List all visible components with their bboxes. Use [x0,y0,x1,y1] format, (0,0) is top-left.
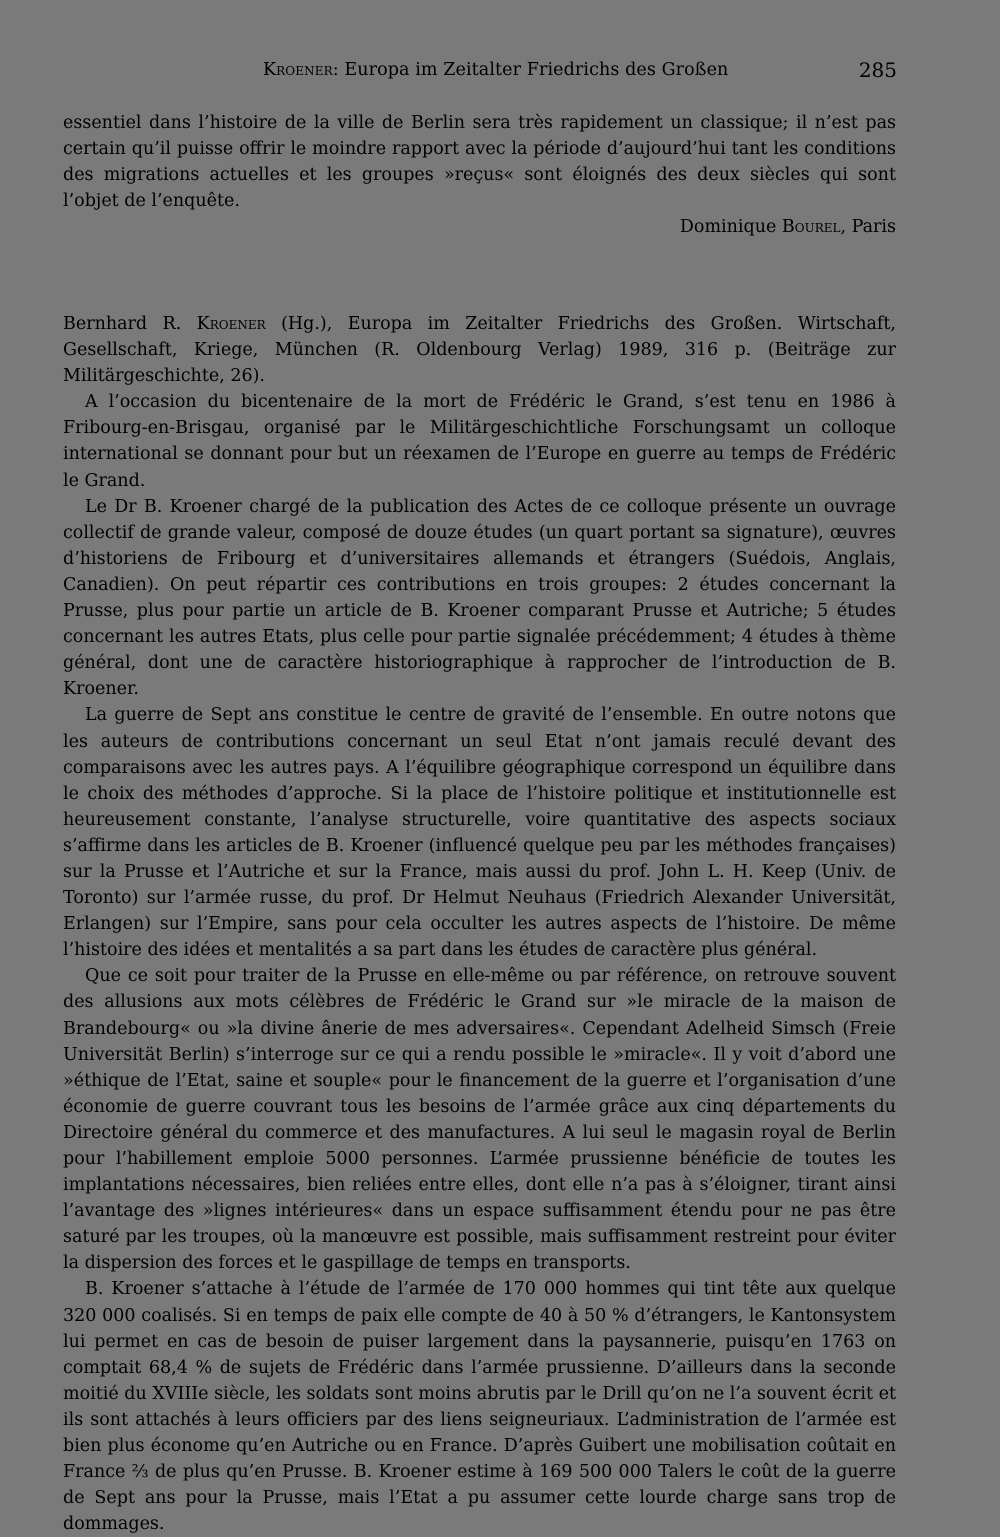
previous-review-paragraph: essentiel dans l’histoire de la ville de Berlin sera très rapidement un classique; il n’est pas certain qu’il puisse offrir le moindre rapport avec la période d’aujourd’hui tant les conditions des migrations actuelles et les groupes »reçus« sont éloignés des deux siècles qui sont l’objet de l’enquête. [63,113,896,212]
book-citation [63,311,896,389]
running-head-title: : Europa im Zeitalter Friedrichs des Großen [332,60,729,80]
reviewer-first-name: Dominique [679,217,782,238]
reviewer-signature [63,214,896,240]
review-paragraph-4: Que ce soit pour traiter de la Prusse en elle-même ou par référence, on retrouve souvent des allusions aux mots célèbres de Frédéric le Grand sur »le miracle de la maison de Brandebourg« ou »la divine ânerie de mes adversaires«. Cependant Adelheid Simsch (Freie Universität Berlin) s’interroge sur ce qui a rendu possible le »miracle«. Il y voit d’abord une »éthique de l’Etat, saine et souple« pour le financement de la guerre et l’organisation d’une économie de guerre couvrant tous les besoins de l’armée grâce aux cinq départements du Directoire général du commerce et des manufactures. A lui seul le magasin royal de Berlin pour l’habillement emploie 5000 personnes. L’armée prussienne bénéficie de toutes les implantations nécessaires, bien reliées entre elles, dont elle n’a pas à s’éloigner, tirant ainsi l’avantage des »lignes intérieures« dans un espace suffisamment étendu pour ne pas être saturé par les troupes, où la manœuvre est possible, mais suffisamment restreint pour éviter la dispersion des forces et le gaspillage de temps en transports. [63,966,896,1274]
reviewer-city: , Paris [840,217,896,238]
citation-prefix: Bernhard R. [63,314,197,334]
citation-author: Kroener [196,314,266,334]
review-paragraph-2: Le Dr B. Kroener chargé de la publication des Actes de ce colloque présente un ouvrage collectif de grande valeur, composé de douze études (un quart portant sa signature), œuvres d’historiens de Fribourg et d’universitaires allemands et étrangers (Suédois, Anglais, Canadien). On peut répartir ces contributions en trois groupes: 2 études concernant la Prusse, plus pour partie un article de B. Kroener comparant Prusse et Autriche; 5 études concernant les autres Etats, plus celle pour partie signalée précédemment; 4 études à thème général, dont une de caractère historiographique à rapprocher de l’introduction de B. Kroener. [63,496,896,700]
previous-review-end [63,110,896,240]
review-paragraph-5: B. Kroener s’attache à l’étude de l’armée de 170 000 hommes qui tint tête aux quelque 320 000 coalisés. Si en temps de paix elle compte de 40 à 50 % d’étrangers, le Kantonsystem lui permet en cas de besoin de puiser largement dans la paysannerie, puisqu’en 1763 on comptait 68,4 % de sujets de Frédéric dans l’armée prussienne. D’ailleurs dans la seconde moitié du XVIIIe siècle, les soldats sont moins abrutis par le Drill qu’on ne l’a souvent écrit et ils sont attachés à leurs officiers par des liens seigneuriaux. L’administration de l’armée est bien plus économe qu’en Autriche ou en France. D’après Guibert une mobilisation coûtait en France ⅔ de plus qu’en Prusse. B. Kroener estime à 169 500 000 Talers le coût de la guerre de Sept ans pour la Prusse, mais l’Etat a pu assumer cette lourde charge sans trop de dommages. [63,1279,896,1535]
review-paragraph-3: La guerre de Sept ans constitue le centre de gravité de l’ensemble. En outre notons que les auteurs de contributions concernant un seul Etat n’ont jamais reculé devant des comparaisons avec les autres pays. A l’équilibre géographique correspond un équilibre dans le choix des méthodes d’approche. Si la place de l’histoire politique et institutionnelle est heureusement constante, l’analyse structurelle, voire quantitative des aspects sociaux s’affirme dans les articles de B. Kroener (influencé quelque peu par les méthodes françaises) sur la Prusse et l’Autriche et sur la France, mais aussi du prof. John L. H. Keep (Univ. de Toronto) sur l’armée russe, du prof. Dr Helmut Neuhaus (Friedrich Alexander Universität, Erlangen) sur l’Empire, sans pour cela occulter les autres aspects de l’histoire. De même l’histoire des idées et mentalités a sa part dans les études de caractère plus général. [63,705,896,961]
citation-details: (Hg.), Europa im Zeitalter Friedrichs des Großen. Wirtschaft, Gesellschaft, Kriege, München (R. Oldenbourg Verlag) 1989, 316 p. (Beiträge zur Militärgeschichte, 26). [63,314,896,387]
page-number: 285 [858,58,897,82]
running-head-author: Kroener [263,60,333,80]
reviewer-last-name: Bourel [781,217,841,238]
running-head [263,60,728,80]
review [63,311,896,1537]
review-paragraph-1: A l’occasion du bicentenaire de la mort de Frédéric le Grand, s’est tenu en 1986 à Fribourg-en-Brisgau, organisé par le Militärgeschichtliche Forschungsamt un colloque international se donnant pour but un réexamen de l’Europe en guerre au temps de Frédéric le Grand. [63,392,896,491]
